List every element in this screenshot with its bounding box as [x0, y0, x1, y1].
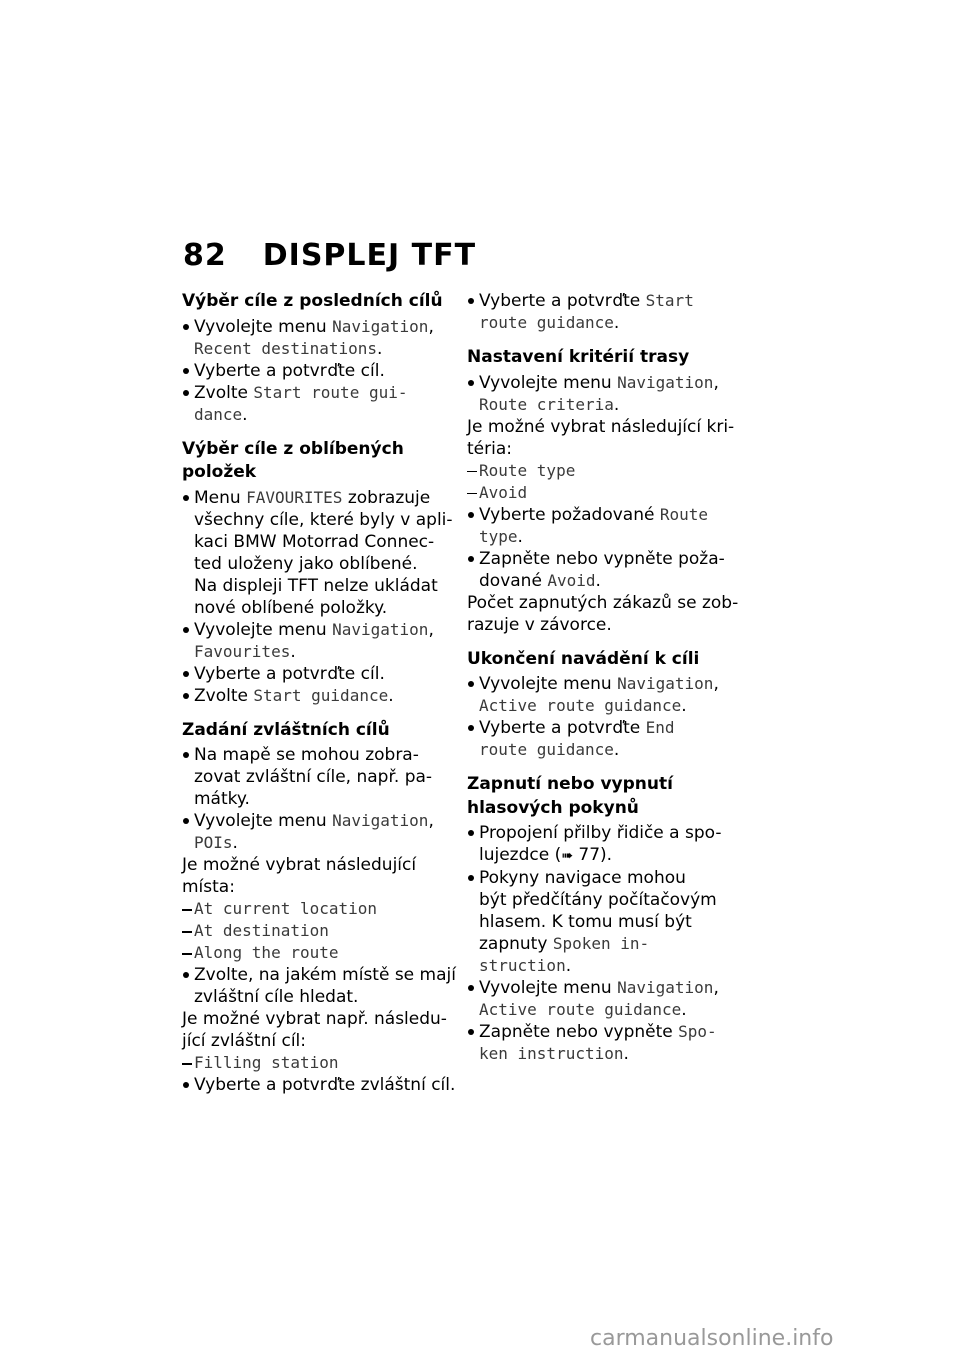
section-recent-destinations [182, 290, 454, 426]
text: . [517, 526, 523, 547]
dash-item [182, 1052, 454, 1074]
text: Vyvolejte menu [194, 811, 333, 831]
text: Zvolte [194, 382, 254, 403]
heading-line: Zapnutí nebo vypnutí [467, 774, 673, 794]
text: Vyberte a potvrďte [479, 291, 646, 311]
menu-term: type [479, 526, 518, 546]
text: Vyberte požadované [479, 504, 660, 525]
text: Vyvolejte menu [479, 674, 618, 694]
menu-term: At current location [194, 899, 378, 918]
list-item [467, 1021, 742, 1043]
section-heading: Zadání zvláštních cílů [182, 719, 390, 740]
text: . [613, 313, 620, 333]
menu-term: route guidance [479, 740, 614, 759]
list-item-continuation [467, 526, 742, 548]
menu-term: Route type [479, 460, 576, 480]
dash-item [182, 942, 454, 964]
text: Vyvolejte menu [479, 372, 618, 393]
page-header [183, 238, 476, 273]
text: dované [479, 570, 548, 591]
section-pois [182, 719, 454, 1097]
paragraph-line: jící zvláštní cíl: [182, 1031, 306, 1051]
text: Menu [194, 487, 247, 508]
list-item-continuation [467, 570, 742, 592]
section-favourites [182, 438, 454, 707]
heading-line: Výběr cíle z oblíbených [182, 438, 404, 459]
list-item-continuation: zvláštní cíle hledat. [194, 987, 359, 1007]
list-item-continuation [467, 1043, 742, 1065]
list-item [467, 290, 742, 312]
right-column [467, 290, 742, 1077]
text: Vyvolejte menu [194, 619, 333, 640]
menu-term: Active route guidance [479, 1000, 682, 1019]
list-item: Propojení přilby řidiče a spo- [467, 822, 742, 844]
section-voice-instructions [467, 773, 742, 1065]
menu-term: Avoid [479, 482, 528, 502]
list-item-continuation [467, 844, 742, 867]
text: . [565, 956, 572, 976]
section-route-criteria [467, 346, 742, 636]
menu-term: route guidance [479, 313, 614, 332]
text: Vyberte a potvrďte [479, 718, 646, 738]
menu-term: Favourites [194, 641, 291, 661]
menu-term: ken instruction [479, 1044, 624, 1063]
text: zapnuty [479, 934, 553, 954]
menu-term: Filling station [194, 1053, 339, 1072]
menu-term: Navigation [617, 674, 714, 693]
paragraph-line: Je možné vybrat následující [182, 855, 417, 875]
text: . [242, 404, 248, 425]
dash-item [182, 898, 454, 920]
text: zobrazuje [342, 487, 431, 508]
section-start-guidance [467, 290, 742, 334]
text: . [232, 833, 238, 853]
menu-term: Navigation [332, 811, 429, 830]
menu-term: Navigation [617, 372, 714, 392]
text: , [713, 674, 719, 694]
list-item [467, 717, 742, 739]
list-item: Na mapě se mohou zobra- [182, 744, 454, 766]
heading-line: hlasových pokynů [467, 797, 639, 818]
list-item: Pokyny navigace mohou [467, 867, 742, 889]
text: . [623, 1044, 629, 1064]
paragraph-line: Je možné vybrat např. následu- [182, 1009, 447, 1029]
list-item [182, 382, 454, 404]
list-item [467, 977, 742, 999]
heading-line: položek [182, 462, 257, 482]
list-item-continuation [182, 404, 454, 426]
text: , [428, 619, 434, 640]
list-item-continuation [467, 999, 742, 1021]
list-item [182, 685, 454, 707]
list-item-continuation: ted uloženy jako oblíbené. [194, 553, 418, 574]
text: . [613, 394, 620, 415]
list-item-continuation [182, 832, 454, 854]
menu-term: Start route gui- [253, 382, 408, 402]
page-reference-arrow-icon[interactable]: ➠ [561, 848, 573, 864]
list-item: Vyberte a potvrďte cíl. [182, 360, 454, 382]
menu-term: End [645, 718, 675, 737]
section-heading: Výběr cíle z posledních cílů [182, 291, 443, 311]
list-item: Zvolte, na jakém místě se mají [182, 964, 454, 986]
section-heading [182, 438, 454, 485]
menu-term: POIs [194, 833, 233, 852]
menu-term: Start guidance [253, 685, 389, 705]
menu-term: struction [479, 956, 566, 975]
section-heading: Ukončení navádění k cíli [467, 648, 700, 669]
menu-term: Navigation [617, 978, 714, 997]
text: . [613, 740, 620, 760]
menu-term: At destination [194, 921, 329, 940]
menu-term: Recent destinations [194, 338, 378, 358]
list-item [467, 504, 742, 526]
list-item-continuation: zovat zvláštní cíle, např. pa- [194, 767, 433, 787]
text: , [713, 978, 719, 998]
menu-term: Route [659, 504, 709, 524]
text: . [681, 1000, 687, 1020]
watermark: carmanualsonline.info [590, 1326, 834, 1351]
list-item-continuation: nové oblíbené položky. [194, 597, 388, 618]
paragraph-line: téria: [467, 438, 512, 459]
list-item [467, 673, 742, 695]
list-item-continuation [467, 933, 742, 955]
menu-term: Route criteria [479, 394, 614, 414]
menu-term: FAVOURITES [246, 487, 343, 507]
list-item-continuation: hlasem. K tomu musí být [479, 912, 692, 932]
text: , [713, 372, 719, 393]
left-column [182, 290, 454, 1108]
list-item-continuation [467, 394, 742, 416]
list-item [182, 810, 454, 832]
list-item-continuation [467, 695, 742, 717]
section-end-guidance [467, 648, 742, 762]
menu-term: Start [645, 291, 694, 310]
paragraph-line: Počet zapnutých zákazů se zob- [467, 592, 739, 613]
paragraph-line: razuje v závorce. [467, 614, 612, 635]
section-heading [467, 773, 742, 820]
menu-term: Active route guidance [479, 696, 682, 715]
list-item-continuation [467, 312, 742, 334]
text: . [595, 570, 601, 591]
list-item-continuation [182, 641, 454, 663]
menu-term: Avoid [547, 570, 596, 590]
list-item [467, 372, 742, 394]
list-item: Vyberte a potvrďte zvláštní cíl. [182, 1074, 454, 1096]
text: Zvolte [194, 685, 254, 706]
paragraph-line: Je možné vybrat následující kri- [467, 416, 735, 437]
text: lujezdce ( [479, 845, 562, 865]
page-title: DISPLEJ TFT [262, 238, 477, 273]
list-item-continuation: všechny cíle, které byly v apli- [194, 509, 453, 530]
dash-item [182, 920, 454, 942]
text: . [681, 696, 687, 716]
list-item-continuation [467, 739, 742, 761]
menu-term: Along the route [194, 943, 339, 962]
text: . [290, 641, 296, 662]
list-item: Zapněte nebo vypněte poža- [467, 548, 742, 570]
list-item-continuation [182, 338, 454, 360]
list-item [182, 487, 454, 509]
text: . [377, 338, 383, 359]
list-item-continuation: být předčítány počítačovým [479, 890, 717, 910]
text: , [428, 811, 434, 831]
dash-item [467, 460, 742, 482]
text: , [428, 316, 434, 337]
menu-term: dance [194, 404, 243, 424]
menu-term: Spoken in- [552, 934, 650, 953]
menu-term: Navigation [332, 316, 429, 336]
text: Vyvolejte menu [479, 978, 618, 998]
page-number: 82 [183, 238, 227, 273]
paragraph-line: místa: [182, 877, 235, 897]
list-item-continuation [467, 955, 742, 977]
list-item-continuation: Na displeji TFT nelze ukládat [194, 575, 438, 596]
list-item [182, 619, 454, 641]
page-reference[interactable]: 77). [572, 845, 613, 865]
text: . [388, 685, 394, 706]
list-item-continuation: mátky. [194, 789, 250, 809]
list-item [182, 316, 454, 338]
dash-item [467, 482, 742, 504]
text: Zapněte nebo vypněte [479, 1022, 679, 1042]
menu-term: Spo- [678, 1022, 717, 1041]
text: Vyvolejte menu [194, 316, 333, 337]
menu-term: Navigation [332, 619, 429, 639]
list-item-continuation: kaci BMW Motorrad Connec- [194, 531, 435, 552]
list-item: Vyberte a potvrďte cíl. [182, 663, 454, 685]
section-heading: Nastavení kritérií trasy [467, 347, 690, 367]
